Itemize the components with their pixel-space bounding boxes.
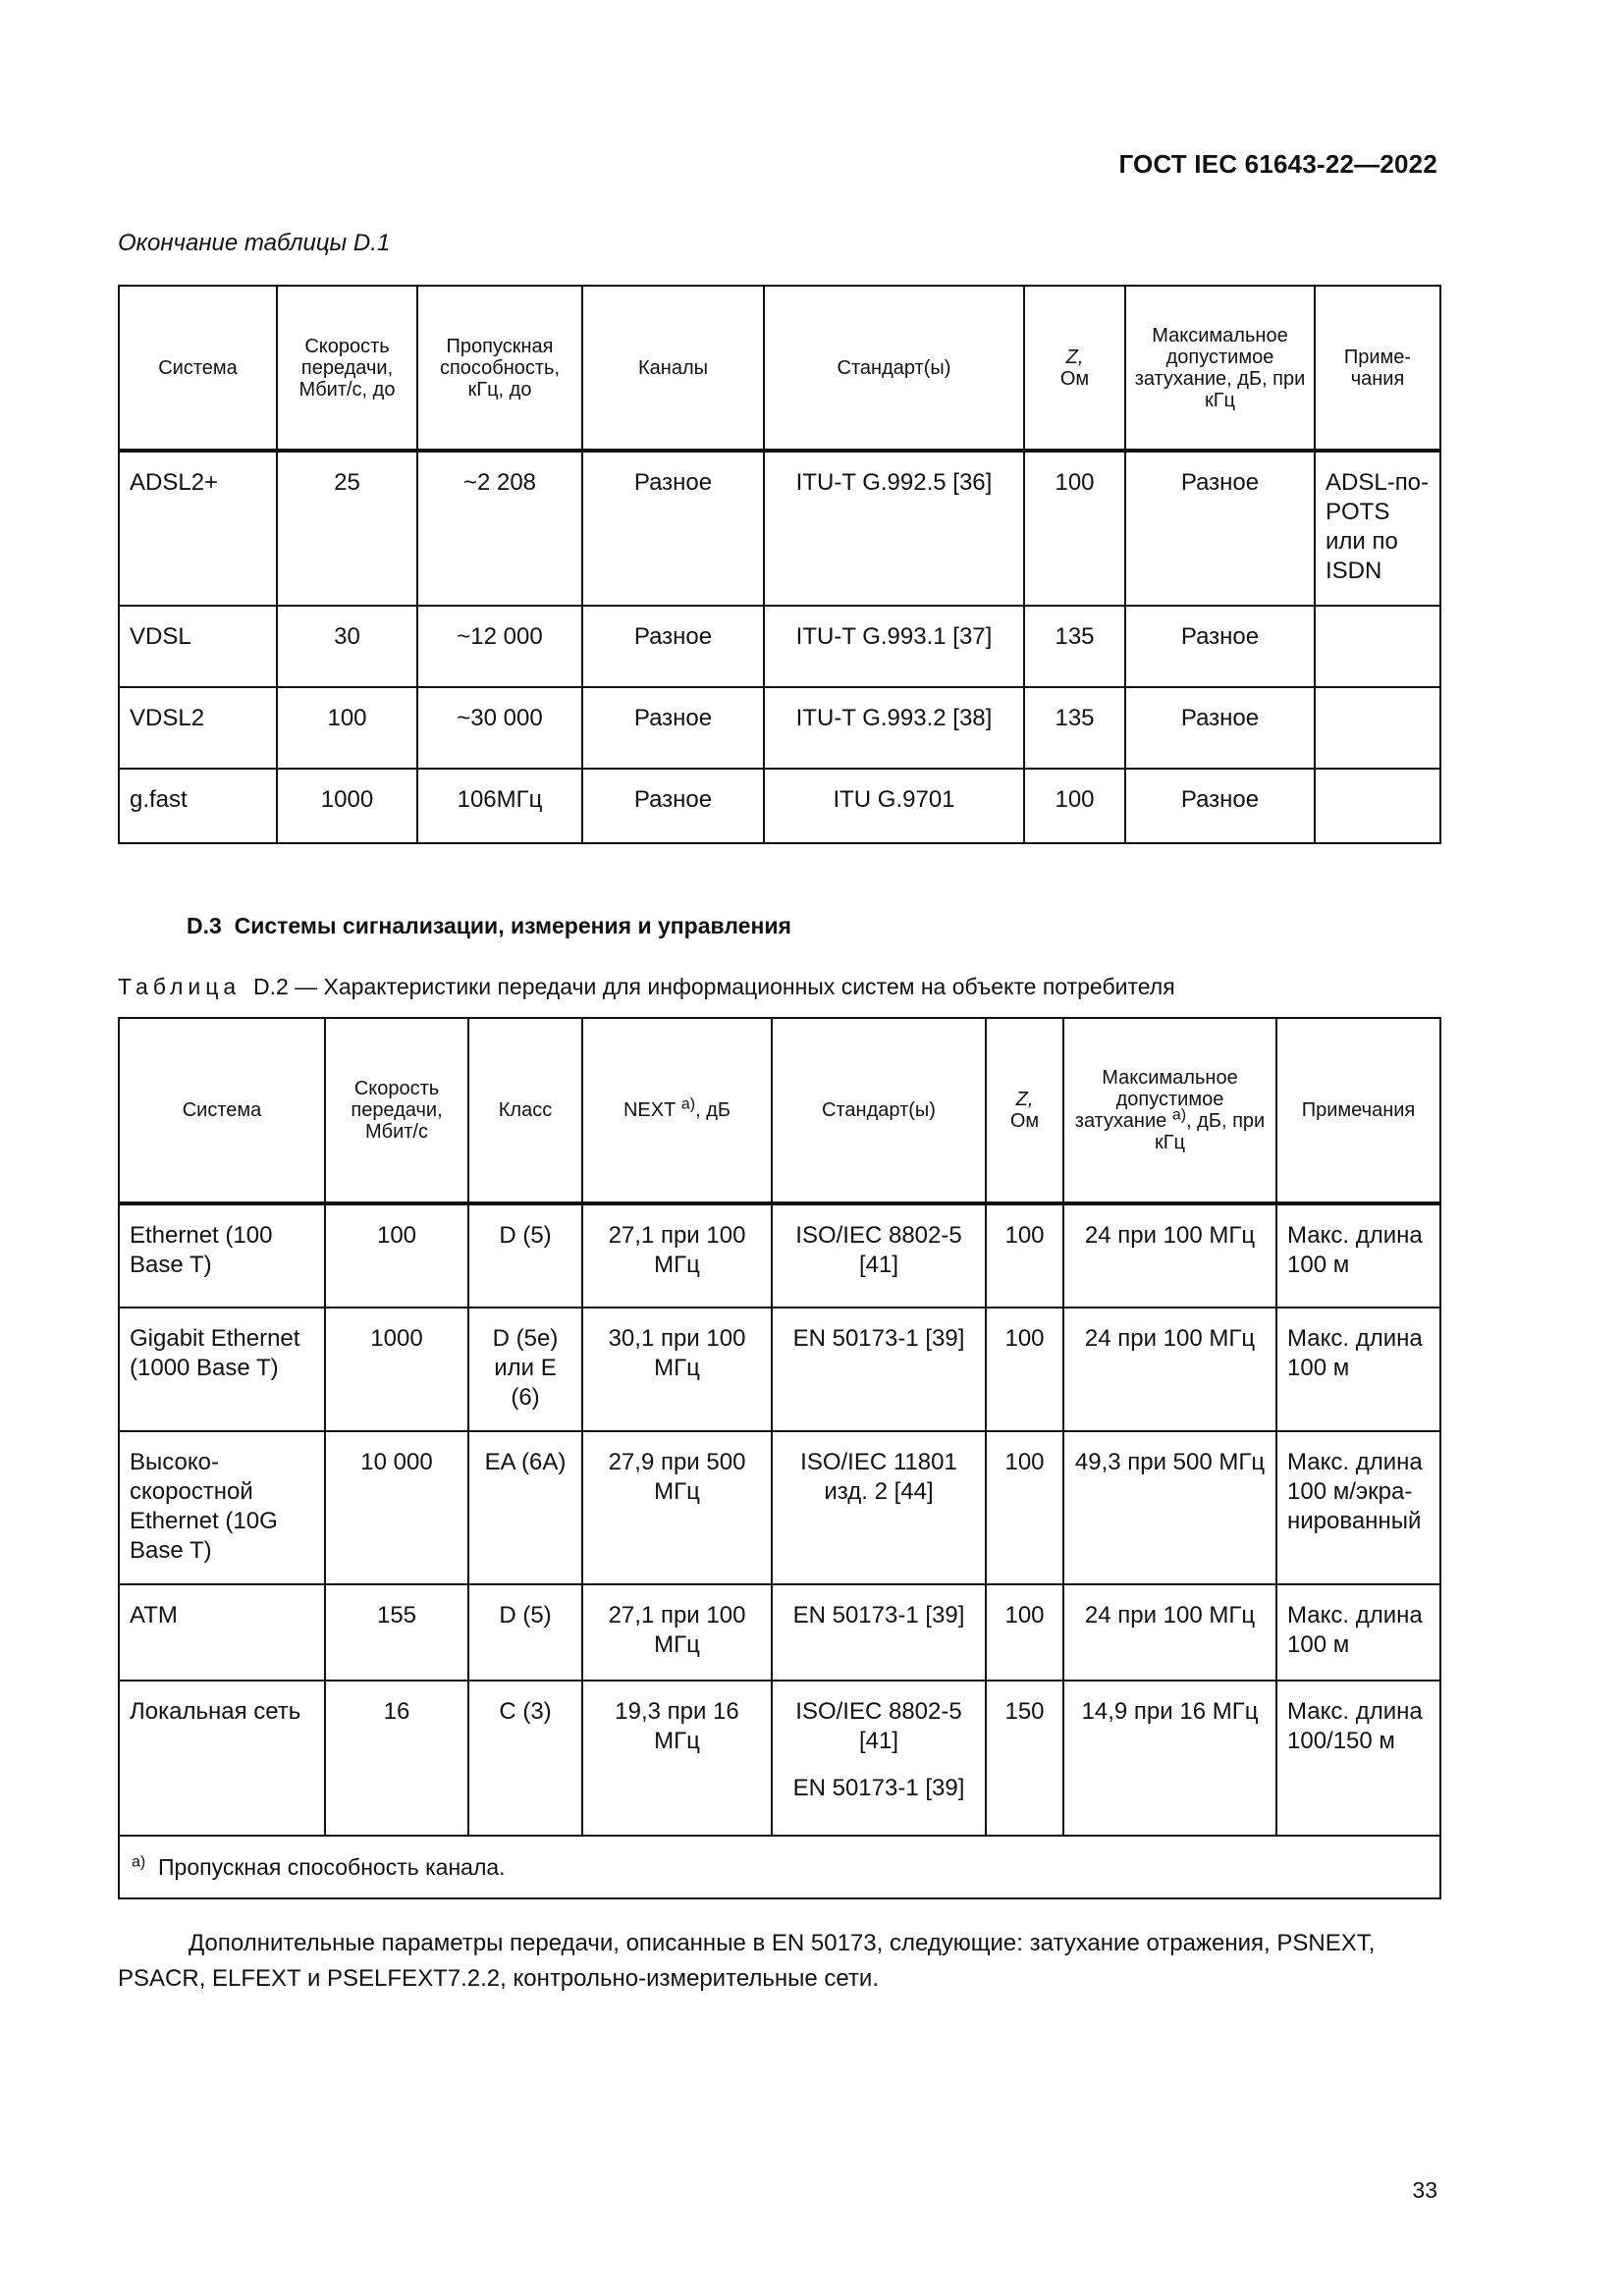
t2-attenuation-label: Максимальное допустимое затухание [1074,1067,1238,1132]
t2-cell-class: D (5) [468,1203,582,1308]
t2-cell-notes: Макс. длина 100 м [1276,1203,1440,1308]
t2-next-unit: , дБ [695,1099,731,1121]
t2-cell-next: 19,3 при 16 МГц [582,1681,772,1836]
t2-col-z [986,1018,1063,1203]
t1-cell-notes [1315,769,1440,843]
t2-next-footnote-mark: a) [680,1095,696,1113]
t2-cell-z: 100 [986,1308,1063,1431]
t1-cell-attenuation: Разное [1125,687,1315,769]
t1-col-standards: Стандарт(ы) [764,286,1024,451]
table-row [119,1681,1440,1836]
t1-cell-notes [1315,687,1440,769]
table1-header-row [119,286,1440,451]
t1-z-symbol: Z, [1065,346,1084,368]
footnote-text: Пропускная способность канала. [158,1854,506,1880]
t1-cell-z: 100 [1024,769,1125,843]
section-number: D.3 [187,913,222,938]
t2-col-system: Система [119,1018,325,1203]
t2-col-speed: Скорость передачи, Мбит/с [325,1018,468,1203]
t2-cell-standard: ISO/IEC 11801 изд. 2 [44] [772,1431,986,1584]
t2-cell-standard: EN 50173-1 [39] [772,1308,986,1431]
t2-cell-next: 30,1 при 100 МГц [582,1308,772,1431]
t1-cell-z: 135 [1024,687,1125,769]
t2-cell-class: EA (6A) [468,1431,582,1584]
t2-col-class: Класс [468,1018,582,1203]
t1-cell-channels: Разное [582,606,764,687]
t1-cell-speed: 30 [277,606,417,687]
table2-footnote [119,1836,1440,1898]
t2-cell-speed: 10 000 [325,1431,468,1584]
t2-col-notes: Примечания [1276,1018,1440,1203]
table-row [119,1308,1440,1431]
t2-cell-speed: 100 [325,1203,468,1308]
table-d2 [118,1017,1441,1899]
table-row [119,606,1440,687]
table-row [119,769,1440,843]
section-title: Системы сигнализации, измерения и управления [234,913,791,938]
page-number: 33 [1412,2177,1437,2203]
t1-cell-system: VDSL [119,606,277,687]
table-d1 [118,285,1441,844]
table2-header-row [119,1018,1440,1203]
t2-cell-class: D (5) [468,1584,582,1681]
t2-next-label: NEXT [623,1099,677,1121]
t2-cell-speed: 1000 [325,1308,468,1431]
t2-cell-z: 100 [986,1431,1063,1584]
t2-cell-system: ATM [119,1584,325,1681]
t1-cell-channels: Разное [582,687,764,769]
t1-cell-system: ADSL2+ [119,451,277,606]
t1-cell-bandwidth: ~12 000 [417,606,582,687]
t1-cell-speed: 100 [277,687,417,769]
table-row [119,1203,1440,1308]
t2-cell-attenuation: 24 при 100 МГц [1063,1308,1276,1431]
table1-caption: Окончание таблицы D.1 [118,230,391,256]
t1-cell-bandwidth: ~2 208 [417,451,582,606]
t1-cell-standard: ITU-T G.992.5 [36] [764,451,1024,606]
t1-col-channels: Каналы [582,286,764,451]
document-id: ГОСТ IEC 61643-22—2022 [1118,149,1437,179]
t2-cell-standard-primary: ISO/IEC 8802-5 [41] [795,1698,962,1754]
t2-cell-attenuation: 24 при 100 МГц [1063,1584,1276,1681]
body-paragraph: Дополнительные параметры передачи, описанные в EN 50173, следующие: затухание отражения, PSNEXT, PSACR, ELFEXT и PSELFEXT7.2.2, контрольно-измерительные сети. [118,1930,1376,1992]
t2-cell-notes: Макс. длина 100 м [1276,1308,1440,1431]
t1-col-notes: Приме-чания [1315,286,1440,451]
t1-cell-attenuation: Разное [1125,606,1315,687]
table2-caption [118,974,1175,1000]
t1-cell-notes [1315,606,1440,687]
t1-cell-z: 100 [1024,451,1125,606]
t2-z-unit: Ом [1009,1110,1040,1132]
t1-cell-standard: ITU-T G.993.1 [37] [764,606,1024,687]
table2-caption-text: D.2 — Характеристики передачи для информационных систем на объекте потребителя [252,974,1175,999]
t2-col-next [582,1018,772,1203]
footnote-mark: a) [132,1853,146,1871]
table-row [119,1431,1440,1584]
t2-cell-standard-secondary: EN 50173-1 [39] [792,1775,965,1801]
t1-cell-attenuation: Разное [1125,451,1315,606]
t2-cell-notes: Макс. длина 100 м [1276,1584,1440,1681]
t2-cell-notes: Макс. длина 100/150 м [1276,1681,1440,1836]
t1-cell-z: 135 [1024,606,1125,687]
t2-cell-attenuation: 24 при 100 МГц [1063,1203,1276,1308]
t2-cell-next: 27,1 при 100 МГц [582,1203,772,1308]
t2-cell-z: 100 [986,1203,1063,1308]
t2-col-attenuation [1063,1018,1276,1203]
section-heading [187,913,791,939]
t2-cell-speed: 16 [325,1681,468,1836]
t1-col-system: Система [119,286,277,451]
t2-cell-speed: 155 [325,1584,468,1681]
t1-col-z [1024,286,1125,451]
t1-cell-system: g.fast [119,769,277,843]
t2-cell-system: Высоко-скоростной Ethernet (10G Base T) [119,1431,325,1584]
table-row [119,451,1440,606]
t2-cell-standard [772,1681,986,1836]
t2-attenuation-footnote-mark: a) [1171,1106,1187,1124]
t2-cell-next: 27,9 при 500 МГц [582,1431,772,1584]
t1-cell-bandwidth: 106МГц [417,769,582,843]
t2-cell-z: 150 [986,1681,1063,1836]
table2-caption-word: Таблица [118,974,242,999]
t2-cell-class: D (5e) или E (6) [468,1308,582,1431]
t1-col-attenuation: Максимальное допустимое затухание, дБ, при кГц [1125,286,1315,451]
t1-cell-notes: ADSL-по-POTS или по ISDN [1315,451,1440,606]
t1-cell-speed: 25 [277,451,417,606]
t2-col-standards: Стандарт(ы) [772,1018,986,1203]
t1-cell-standard: ITU-T G.993.2 [38] [764,687,1024,769]
t1-cell-channels: Разное [582,451,764,606]
t2-cell-class: C (3) [468,1681,582,1836]
t1-cell-channels: Разное [582,769,764,843]
t2-cell-standard: EN 50173-1 [39] [772,1584,986,1681]
t2-cell-standard: ISO/IEC 8802-5 [41] [772,1203,986,1308]
t2-cell-system: Локальная сеть [119,1681,325,1836]
t2-cell-system: Gigabit Ethernet (1000 Base T) [119,1308,325,1431]
t1-col-speed: Скорость передачи, Мбит/с, до [277,286,417,451]
t1-cell-system: VDSL2 [119,687,277,769]
t2-attenuation-unit: , дБ, при кГц [1154,1110,1266,1153]
t1-cell-bandwidth: ~30 000 [417,687,582,769]
t2-cell-system: Ethernet (100 Base T) [119,1203,325,1308]
t2-z-symbol: Z, [1015,1089,1034,1110]
t2-cell-z: 100 [986,1584,1063,1681]
t2-cell-notes: Макс. длина 100 м/экра-нированный [1276,1431,1440,1584]
table2-footnote-row [119,1836,1440,1898]
t2-cell-attenuation: 14,9 при 16 МГц [1063,1681,1276,1836]
table-row [119,687,1440,769]
t1-z-unit: Ом [1059,367,1090,390]
t1-cell-speed: 1000 [277,769,417,843]
t1-col-bandwidth: Пропускная способность, кГц, до [417,286,582,451]
t2-cell-next: 27,1 при 100 МГц [582,1584,772,1681]
table-row [119,1584,1440,1681]
t2-cell-attenuation: 49,3 при 500 МГц [1063,1431,1276,1584]
t1-cell-standard: ITU G.9701 [764,769,1024,843]
t1-cell-attenuation: Разное [1125,769,1315,843]
